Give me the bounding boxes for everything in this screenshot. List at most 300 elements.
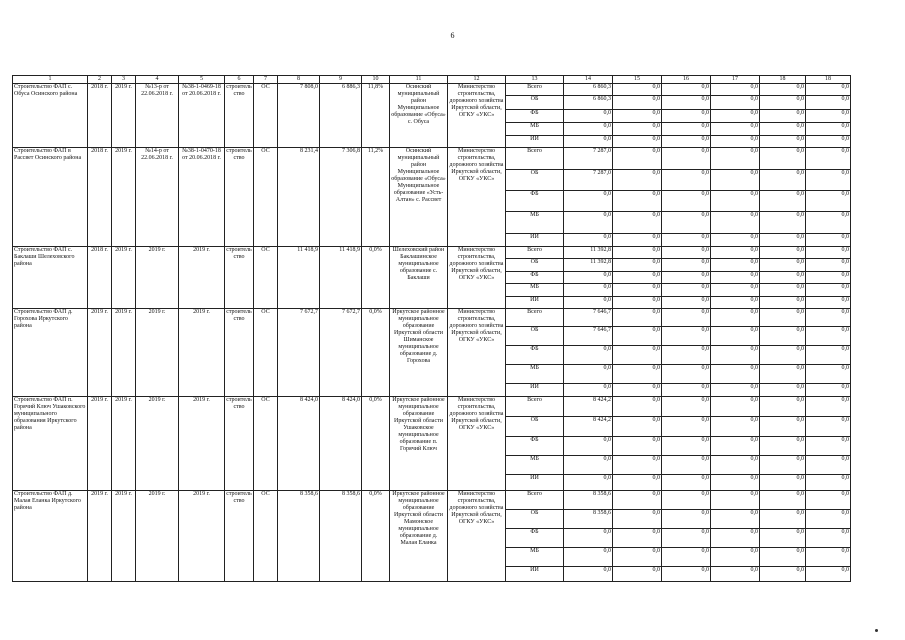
funding-value: 0,0	[760, 510, 806, 529]
funding-source: МБ	[506, 123, 564, 136]
estimated-cost: 11 418,9	[278, 247, 320, 309]
funding-value: 0,0	[662, 510, 711, 529]
funding-value: 0,0	[806, 191, 851, 212]
funding-value: 0,0	[760, 397, 806, 417]
funding-value: 0,0	[613, 384, 662, 397]
funding-value: 0,0	[760, 84, 806, 96]
funding-value: 0,0	[806, 136, 851, 148]
table-row	[13, 491, 851, 510]
customer: Министерство строительства, дорожного хозяйства Иркутской области, ОГКУ «УКС»	[448, 397, 506, 491]
funding-value: 0,0	[806, 397, 851, 417]
column-number-1: 1	[13, 76, 88, 84]
funding-value: 0,0	[711, 148, 760, 170]
project-name: Строительство ФАП в Рассвет Осинского района	[13, 148, 88, 247]
funding-value: 0,0	[613, 548, 662, 567]
readiness-percent: 0,0%	[362, 247, 390, 309]
funding-value: 0,0	[760, 365, 806, 384]
funding-value: 7 287,0	[564, 148, 613, 170]
funding-value: 0,0	[613, 96, 662, 110]
funding-value: 0,0	[711, 212, 760, 234]
funding-value: 0,0	[662, 346, 711, 365]
funding-source: ИИ	[506, 136, 564, 148]
funding-value: 0,0	[806, 212, 851, 234]
funding-value: 0,0	[711, 327, 760, 346]
funding-value: 0,0	[662, 297, 711, 309]
funding-value: 0,0	[613, 84, 662, 96]
funding-value: 0,0	[662, 437, 711, 456]
object-type: ОС	[254, 397, 278, 491]
column-number-17: 17	[711, 76, 760, 84]
column-number-7: 7	[254, 76, 278, 84]
funding-value: 0,0	[760, 212, 806, 234]
funding-value: 0,0	[806, 247, 851, 259]
funding-source: ИИ	[506, 384, 564, 397]
funding-source: ОБ	[506, 170, 564, 191]
column-number-4: 4	[136, 76, 179, 84]
funding-value: 0,0	[662, 123, 711, 136]
funding-source: МБ	[506, 212, 564, 234]
funding-value: 0,0	[806, 309, 851, 327]
funding-value: 0,0	[662, 148, 711, 170]
funding-value: 0,0	[613, 297, 662, 309]
funding-value: 0,0	[662, 259, 711, 272]
funding-value: 0,0	[613, 191, 662, 212]
funding-value: 0,0	[613, 123, 662, 136]
funding-value: 0,0	[564, 529, 613, 548]
funding-value: 0,0	[613, 327, 662, 346]
funding-value: 0,0	[613, 259, 662, 272]
funding-value: 0,0	[662, 272, 711, 284]
column-number-2: 2	[88, 76, 112, 84]
funding-value: 0,0	[711, 397, 760, 417]
order-ref: №14-р от 22.06.2018 г.	[136, 148, 179, 247]
funding-source: ИИ	[506, 297, 564, 309]
table-row	[13, 84, 851, 96]
funding-value: 0,0	[711, 170, 760, 191]
location: Иркутское районное муниципальное образование Иркутской области Шиманское муниципальное образование д. Горохова	[390, 309, 448, 397]
funding-source: ОБ	[506, 327, 564, 346]
funding-value: 0,0	[613, 234, 662, 247]
estimated-cost: 7 672,7	[278, 309, 320, 397]
readiness-percent: 11,2%	[362, 148, 390, 247]
funding-value: 0,0	[806, 384, 851, 397]
funding-value: 0,0	[806, 170, 851, 191]
funding-value: 0,0	[760, 529, 806, 548]
funding-value: 0,0	[760, 297, 806, 309]
funding-value: 0,0	[711, 456, 760, 475]
project-name: Строительство ФАП п. Горячий Ключ Ушаковского муниципального образования Иркутского района	[13, 397, 88, 491]
funding-value: 0,0	[806, 491, 851, 510]
funding-source: Всего	[506, 247, 564, 259]
funding-value: 0,0	[711, 297, 760, 309]
estimated-cost: 7 808,0	[278, 84, 320, 148]
end-year: 2019 г.	[112, 247, 136, 309]
funding-value: 0,0	[760, 234, 806, 247]
funding-value: 0,0	[760, 170, 806, 191]
funding-value: 0,0	[711, 529, 760, 548]
project-name: Строительство ФАП д. Горохова Иркутского района	[13, 309, 88, 397]
start-year: 2018 г.	[88, 148, 112, 247]
funding-value: 0,0	[564, 346, 613, 365]
funding-value: 0,0	[711, 437, 760, 456]
funding-value: 0,0	[711, 110, 760, 123]
funding-value: 0,0	[662, 284, 711, 297]
funding-value: 0,0	[662, 548, 711, 567]
funding-value: 0,0	[662, 309, 711, 327]
funding-value: 0,0	[662, 365, 711, 384]
funding-source: ИИ	[506, 567, 564, 582]
funding-value: 0,0	[564, 123, 613, 136]
funding-value: 0,0	[662, 529, 711, 548]
funding-value: 0,0	[564, 110, 613, 123]
funding-value: 0,0	[760, 491, 806, 510]
funding-value: 0,0	[662, 84, 711, 96]
estimated-cost: 8 358,6	[278, 491, 320, 582]
funding-value: 0,0	[662, 136, 711, 148]
funding-value: 0,0	[760, 417, 806, 437]
work-type: строительство	[225, 309, 254, 397]
funding-value: 0,0	[711, 191, 760, 212]
order-ref: 2019 г.	[136, 309, 179, 397]
table-row	[13, 397, 851, 417]
funding-value: 0,0	[760, 191, 806, 212]
funding-source: ФБ	[506, 346, 564, 365]
column-number-8: 8	[278, 76, 320, 84]
funding-source: ОБ	[506, 417, 564, 437]
column-number-5: 5	[179, 76, 225, 84]
funding-value: 0,0	[806, 510, 851, 529]
funding-value: 0,0	[613, 510, 662, 529]
remaining-cost: 8 358,6	[320, 491, 362, 582]
funding-source: ФБ	[506, 110, 564, 123]
funding-value: 0,0	[760, 247, 806, 259]
customer: Министерство строительства, дорожного хозяйства Иркутской области, ОГКУ «УКС»	[448, 309, 506, 397]
start-year: 2018 г.	[88, 247, 112, 309]
funding-value: 0,0	[613, 475, 662, 491]
funding-value: 6 860,3	[564, 96, 613, 110]
funding-value: 0,0	[613, 212, 662, 234]
funding-value: 0,0	[613, 247, 662, 259]
funding-value: 0,0	[613, 272, 662, 284]
funding-value: 0,0	[760, 259, 806, 272]
funding-source: МБ	[506, 548, 564, 567]
funding-value: 0,0	[711, 136, 760, 148]
funding-value: 0,0	[564, 456, 613, 475]
table-row	[13, 247, 851, 259]
funding-value: 0,0	[711, 548, 760, 567]
funding-value: 0,0	[564, 567, 613, 582]
end-year: 2019 г.	[112, 148, 136, 247]
funding-source: ОБ	[506, 259, 564, 272]
funding-value: 0,0	[662, 96, 711, 110]
funding-value: 0,0	[806, 437, 851, 456]
funding-value: 0,0	[760, 148, 806, 170]
expertise-ref: 2019 г.	[179, 309, 225, 397]
funding-value: 0,0	[613, 567, 662, 582]
funding-value: 0,0	[613, 437, 662, 456]
remaining-cost: 6 886,3	[320, 84, 362, 148]
funding-value: 0,0	[662, 417, 711, 437]
funding-value: 0,0	[613, 365, 662, 384]
funding-value: 0,0	[760, 437, 806, 456]
customer: Министерство строительства, дорожного хозяйства Иркутской области, ОГКУ «УКС»	[448, 148, 506, 247]
funding-value: 0,0	[711, 259, 760, 272]
funding-value: 0,0	[760, 384, 806, 397]
order-ref: 2019 г.	[136, 247, 179, 309]
funding-value: 0,0	[564, 212, 613, 234]
end-year: 2019 г.	[112, 309, 136, 397]
funding-source: ФБ	[506, 272, 564, 284]
funding-value: 7 646,7	[564, 327, 613, 346]
order-ref: 2019 г.	[136, 491, 179, 582]
funding-value: 0,0	[613, 397, 662, 417]
funding-value: 0,0	[613, 529, 662, 548]
funding-value: 0,0	[806, 284, 851, 297]
funding-value: 0,0	[711, 309, 760, 327]
funding-value: 0,0	[806, 475, 851, 491]
funding-value: 0,0	[806, 234, 851, 247]
funding-value: 0,0	[806, 123, 851, 136]
funding-value: 0,0	[613, 309, 662, 327]
funding-value: 0,0	[711, 247, 760, 259]
remaining-cost: 8 424,0	[320, 397, 362, 491]
funding-value: 0,0	[662, 247, 711, 259]
funding-value: 0,0	[662, 397, 711, 417]
column-number-15: 15	[613, 76, 662, 84]
funding-value: 0,0	[613, 417, 662, 437]
column-number-10: 10	[362, 76, 390, 84]
object-type: ОС	[254, 309, 278, 397]
funding-value: 0,0	[662, 327, 711, 346]
expertise-ref: 2019 г.	[179, 247, 225, 309]
funding-source: Всего	[506, 84, 564, 96]
end-year: 2019 г.	[112, 397, 136, 491]
funding-value: 0,0	[711, 384, 760, 397]
funding-value: 0,0	[760, 327, 806, 346]
funding-value: 0,0	[711, 234, 760, 247]
funding-value: 0,0	[564, 475, 613, 491]
project-name: Строительство ФАП д. Малая Еланка Иркутского района	[13, 491, 88, 582]
readiness-percent: 0,0%	[362, 491, 390, 582]
funding-source: МБ	[506, 365, 564, 384]
funding-source: МБ	[506, 456, 564, 475]
funding-source: ФБ	[506, 437, 564, 456]
funding-value: 0,0	[711, 417, 760, 437]
work-type: строительство	[225, 397, 254, 491]
project-name: Строительство ФАП с. Обуса Осинского района	[13, 84, 88, 148]
funding-value: 0,0	[711, 365, 760, 384]
page-mark	[875, 629, 878, 632]
funding-value: 0,0	[806, 272, 851, 284]
funding-value: 0,0	[806, 456, 851, 475]
location: Шелеховский район Баклашинское муниципальное образование с. Баклаши	[390, 247, 448, 309]
funding-value: 0,0	[613, 136, 662, 148]
funding-value: 0,0	[760, 567, 806, 582]
funding-value: 0,0	[564, 548, 613, 567]
column-number-14: 14	[564, 76, 613, 84]
location: Иркутское районное муниципальное образование Иркутской области Мамонское муниципальное образование д. Малая Еланка	[390, 491, 448, 582]
funding-value: 0,0	[564, 284, 613, 297]
column-number-19: 18	[806, 76, 851, 84]
location: Осинский муниципальный район Муниципальное образование «Обуса» с. Обуса	[390, 84, 448, 148]
funding-value: 0,0	[564, 191, 613, 212]
funding-source: ОБ	[506, 96, 564, 110]
funding-value: 0,0	[760, 272, 806, 284]
funding-value: 0,0	[662, 234, 711, 247]
work-type: строительство	[225, 247, 254, 309]
funding-value: 0,0	[711, 96, 760, 110]
funding-value: 0,0	[711, 491, 760, 510]
start-year: 2019 г.	[88, 491, 112, 582]
funding-value: 0,0	[806, 297, 851, 309]
column-number-13: 13	[506, 76, 564, 84]
funding-value: 0,0	[806, 365, 851, 384]
object-type: ОС	[254, 491, 278, 582]
funding-value: 0,0	[662, 491, 711, 510]
funding-value: 0,0	[662, 191, 711, 212]
funding-value: 0,0	[711, 284, 760, 297]
funding-value: 0,0	[662, 567, 711, 582]
funding-value: 7 646,7	[564, 309, 613, 327]
project-name: Строительство ФАП с. Баклаши Шелеховского района	[13, 247, 88, 309]
funding-value: 0,0	[564, 234, 613, 247]
funding-value: 0,0	[711, 475, 760, 491]
expertise-ref: 2019 г.	[179, 397, 225, 491]
work-type: строительство	[225, 84, 254, 148]
header-row	[13, 76, 851, 84]
funding-value: 0,0	[711, 84, 760, 96]
funding-source: ФБ	[506, 191, 564, 212]
funding-source: Всего	[506, 148, 564, 170]
funding-value: 0,0	[613, 346, 662, 365]
funding-value: 0,0	[564, 384, 613, 397]
column-number-3: 3	[112, 76, 136, 84]
funding-value: 0,0	[662, 212, 711, 234]
funding-value: 11 392,8	[564, 259, 613, 272]
column-number-11: 11	[390, 76, 448, 84]
funding-value: 0,0	[662, 456, 711, 475]
funding-source: ИИ	[506, 234, 564, 247]
funding-source: ФБ	[506, 529, 564, 548]
funding-source: МБ	[506, 284, 564, 297]
funding-value: 0,0	[564, 437, 613, 456]
funding-value: 0,0	[806, 259, 851, 272]
funding-value: 0,0	[662, 475, 711, 491]
funding-source: Всего	[506, 309, 564, 327]
funding-value: 0,0	[613, 148, 662, 170]
object-type: ОС	[254, 84, 278, 148]
column-number-12: 12	[448, 76, 506, 84]
funding-value: 0,0	[806, 96, 851, 110]
funding-value: 0,0	[806, 148, 851, 170]
funding-value: 8 424,2	[564, 417, 613, 437]
funding-value: 0,0	[662, 110, 711, 123]
funding-value: 0,0	[760, 110, 806, 123]
funding-value: 0,0	[564, 365, 613, 384]
funding-value: 8 424,2	[564, 397, 613, 417]
column-number-9: 9	[320, 76, 362, 84]
funding-value: 0,0	[711, 346, 760, 365]
expertise-ref: 2019 г.	[179, 491, 225, 582]
funding-value: 0,0	[613, 170, 662, 191]
funding-value: 0,0	[613, 110, 662, 123]
funding-value: 0,0	[806, 327, 851, 346]
end-year: 2019 г.	[112, 491, 136, 582]
page-number: 6	[450, 31, 455, 40]
location: Осинский муниципальный район Муниципальное образование «Обуса» Муниципальное образование «Усть-Алтан» с. Рассвет	[390, 148, 448, 247]
funding-value: 0,0	[711, 272, 760, 284]
funding-value: 0,0	[662, 384, 711, 397]
funding-value: 0,0	[662, 170, 711, 191]
order-ref: №13-р от 22.06.2018 г.	[136, 84, 179, 148]
funding-value: 0,0	[806, 346, 851, 365]
funding-value: 0,0	[760, 96, 806, 110]
funding-value: 0,0	[711, 510, 760, 529]
funding-source: ИИ	[506, 475, 564, 491]
customer: Министерство строительства, дорожного хозяйства Иркутской области, ОГКУ «УКС»	[448, 84, 506, 148]
funding-value: 0,0	[760, 284, 806, 297]
work-type: строительство	[225, 491, 254, 582]
funding-value: 0,0	[760, 548, 806, 567]
funding-value: 6 860,3	[564, 84, 613, 96]
table-row	[13, 148, 851, 170]
start-year: 2019 г.	[88, 309, 112, 397]
start-year: 2018 г.	[88, 84, 112, 148]
projects-table	[12, 75, 851, 582]
estimated-cost: 8 231,4	[278, 148, 320, 247]
funding-value: 0,0	[760, 309, 806, 327]
funding-value: 0,0	[806, 548, 851, 567]
funding-value: 0,0	[564, 272, 613, 284]
estimated-cost: 8 424,0	[278, 397, 320, 491]
readiness-percent: 0,0%	[362, 397, 390, 491]
funding-value: 8 358,6	[564, 491, 613, 510]
customer: Министерство строительства, дорожного хозяйства Иркутской области, ОГКУ «УКС»	[448, 491, 506, 582]
funding-value: 8 358,6	[564, 510, 613, 529]
customer: Министерство строительства, дорожного хозяйства Иркутской области, ОГКУ «УКС»	[448, 247, 506, 309]
funding-value: 7 287,0	[564, 170, 613, 191]
remaining-cost: 7 672,7	[320, 309, 362, 397]
funding-value: 0,0	[760, 123, 806, 136]
funding-source: Всего	[506, 397, 564, 417]
column-number-16: 16	[662, 76, 711, 84]
table-row	[13, 309, 851, 327]
funding-value: 0,0	[760, 346, 806, 365]
funding-source: Всего	[506, 491, 564, 510]
remaining-cost: 7 306,8	[320, 148, 362, 247]
funding-value: 0,0	[760, 456, 806, 475]
expertise-ref: №38-1-0470-18 от 20.06.2018 г.	[179, 148, 225, 247]
funding-value: 0,0	[806, 84, 851, 96]
column-number-6: 6	[225, 76, 254, 84]
work-type: строительство	[225, 148, 254, 247]
start-year: 2019 г.	[88, 397, 112, 491]
funding-value: 0,0	[806, 567, 851, 582]
funding-value: 0,0	[613, 284, 662, 297]
funding-value: 0,0	[806, 417, 851, 437]
expertise-ref: №38-1-0469-18 от 20.06.2018 г.	[179, 84, 225, 148]
funding-source: ОБ	[506, 510, 564, 529]
column-number-18: 18	[760, 76, 806, 84]
funding-value: 0,0	[564, 136, 613, 148]
remaining-cost: 11 418,9	[320, 247, 362, 309]
funding-value: 0,0	[760, 136, 806, 148]
funding-value: 0,0	[806, 529, 851, 548]
order-ref: 2019 г.	[136, 397, 179, 491]
funding-value: 0,0	[564, 297, 613, 309]
funding-value: 0,0	[760, 475, 806, 491]
funding-value: 0,0	[711, 567, 760, 582]
